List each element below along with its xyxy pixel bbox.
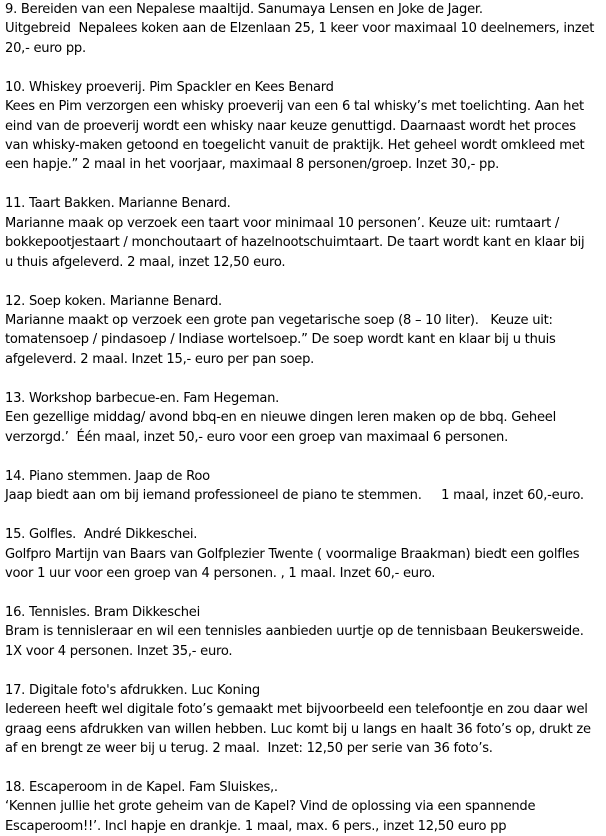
item-body-line: Escaperoom!!’. Incl hapje en drankje. 1 maal, max. 6 pers., inzet 12,50 euro pp: [5, 818, 507, 834]
item-body-line: eind van de proeverij wordt een whisky naar keuze genuttigd. Daarnaast wordt het proces: [5, 118, 576, 134]
item-body-line: bokkepootjestaart / monchoutaart of hazelnootschuimtaart. De taart wordt kant en klaar bij: [5, 235, 585, 251]
item-body-line: Uitgebreid Nepalees koken aan de Elzenlaan 25, 1 keer voor maximaal 10 deelnemers, inzet: [5, 21, 595, 37]
item-body-line: af en brengt ze weer bij u terug. 2 maal. Inzet: 12,50 per serie van 36 foto’s.: [5, 740, 493, 756]
list-item: [5, 603, 603, 661]
list-item: [5, 292, 603, 370]
list-item: [5, 467, 603, 506]
item-heading: 15. Golfles. André Dikkeschei.: [5, 527, 198, 543]
item-body-line: Een gezellige middag/ avond bbq-en en nieuwe dingen leren maken op de bbq. Geheel: [5, 410, 556, 426]
item-heading: 11. Taart Bakken. Marianne Benard.: [5, 196, 231, 212]
item-body-line: voor 1 uur voor een groep van 4 personen. , 1 maal. Inzet 60,- euro.: [5, 565, 436, 581]
item-heading: 13. Workshop barbecue-en. Fam Hegeman.: [5, 390, 280, 406]
item-heading: 16. Tennisles. Bram Dikkeschei: [5, 604, 201, 620]
item-body-line: verzorgd.’ Één maal, inzet 50,- euro voor een groep van maximaal 6 personen.: [5, 429, 509, 445]
item-body-line: tomatensoep / pindasoep / Indiase wortelsoep.” De soep wordt kant en klaar bij u thuis: [5, 332, 556, 348]
item-body-line: van whisky-maken getoond en toegelicht vanuit de praktijk. Het geheel wordt omkleed met: [5, 138, 585, 154]
item-heading: 18. Escaperoom in de Kapel. Fam Sluiskes,.: [5, 779, 278, 795]
item-body-line: Bram is tennisleraar en wil een tennisles aanbieden uurtje op de tennisbaan Beukersweide.: [5, 624, 584, 640]
item-body-line: Jaap biedt aan om bij iemand professioneel de piano te stemmen. 1 maal, inzet 60,-euro.: [5, 488, 584, 504]
item-heading: 10. Whiskey proeverij. Pim Spackler en Kees Benard: [5, 79, 334, 95]
item-body-line: Kees en Pim verzorgen een whisky proeverij van een 6 tal whisky’s met toelichting. Aan het: [5, 99, 584, 115]
list-item: [5, 194, 603, 272]
item-body-line: Marianne maak op verzoek een taart voor minimaal 10 personen’. Keuze uit: rumtaart /: [5, 215, 560, 231]
item-body-line: Marianne maakt op verzoek een grote pan vegetarische soep (8 – 10 liter). Keuze uit:: [5, 313, 553, 329]
list-item: [5, 778, 603, 836]
item-heading: 17. Digitale foto's afdrukken. Luc Koning: [5, 682, 260, 698]
item-heading: 12. Soep koken. Marianne Benard.: [5, 293, 222, 309]
item-body-line: 20,- euro pp.: [5, 40, 86, 56]
list-item: [5, 389, 603, 447]
item-body-line: afgeleverd. 2 maal. Inzet 15,- euro per pan soep.: [5, 351, 315, 367]
list-item: [5, 0, 603, 58]
item-heading: 14. Piano stemmen. Jaap de Roo: [5, 468, 210, 484]
item-body-line: ‘Kennen jullie het grote geheim van de Kapel? Vind de oplossing via een spannende: [5, 799, 536, 815]
item-body-line: Golfpro Martijn van Baars van Golfplezier Twente ( voormalige Braakman) biedt een golfles: [5, 546, 580, 562]
item-body-line: u thuis afgeleverd. 2 maal, inzet 12,50 euro.: [5, 254, 286, 270]
item-body-line: 1X voor 4 personen. Inzet 35,- euro.: [5, 643, 233, 659]
item-body-line: een hapje.” 2 maal in het voorjaar, maximaal 8 personen/groep. Inzet 30,- pp.: [5, 157, 500, 173]
item-heading: 9. Bereiden van een Nepalese maaltijd. Sanumaya Lensen en Joke de Jager.: [5, 2, 483, 17]
list-item: [5, 681, 603, 759]
document-page: [5, 0, 603, 836]
item-body-line: graag eens afdrukken van willen hebben. Luc komt bij u langs en haalt 36 foto’s op, drukt ze: [5, 721, 591, 737]
list-item: [5, 525, 603, 583]
list-item: [5, 78, 603, 175]
item-body-line: Iedereen heeft wel digitale foto’s gemaakt met bijvoorbeeld een telefoontje en zou daar wel: [5, 702, 588, 718]
